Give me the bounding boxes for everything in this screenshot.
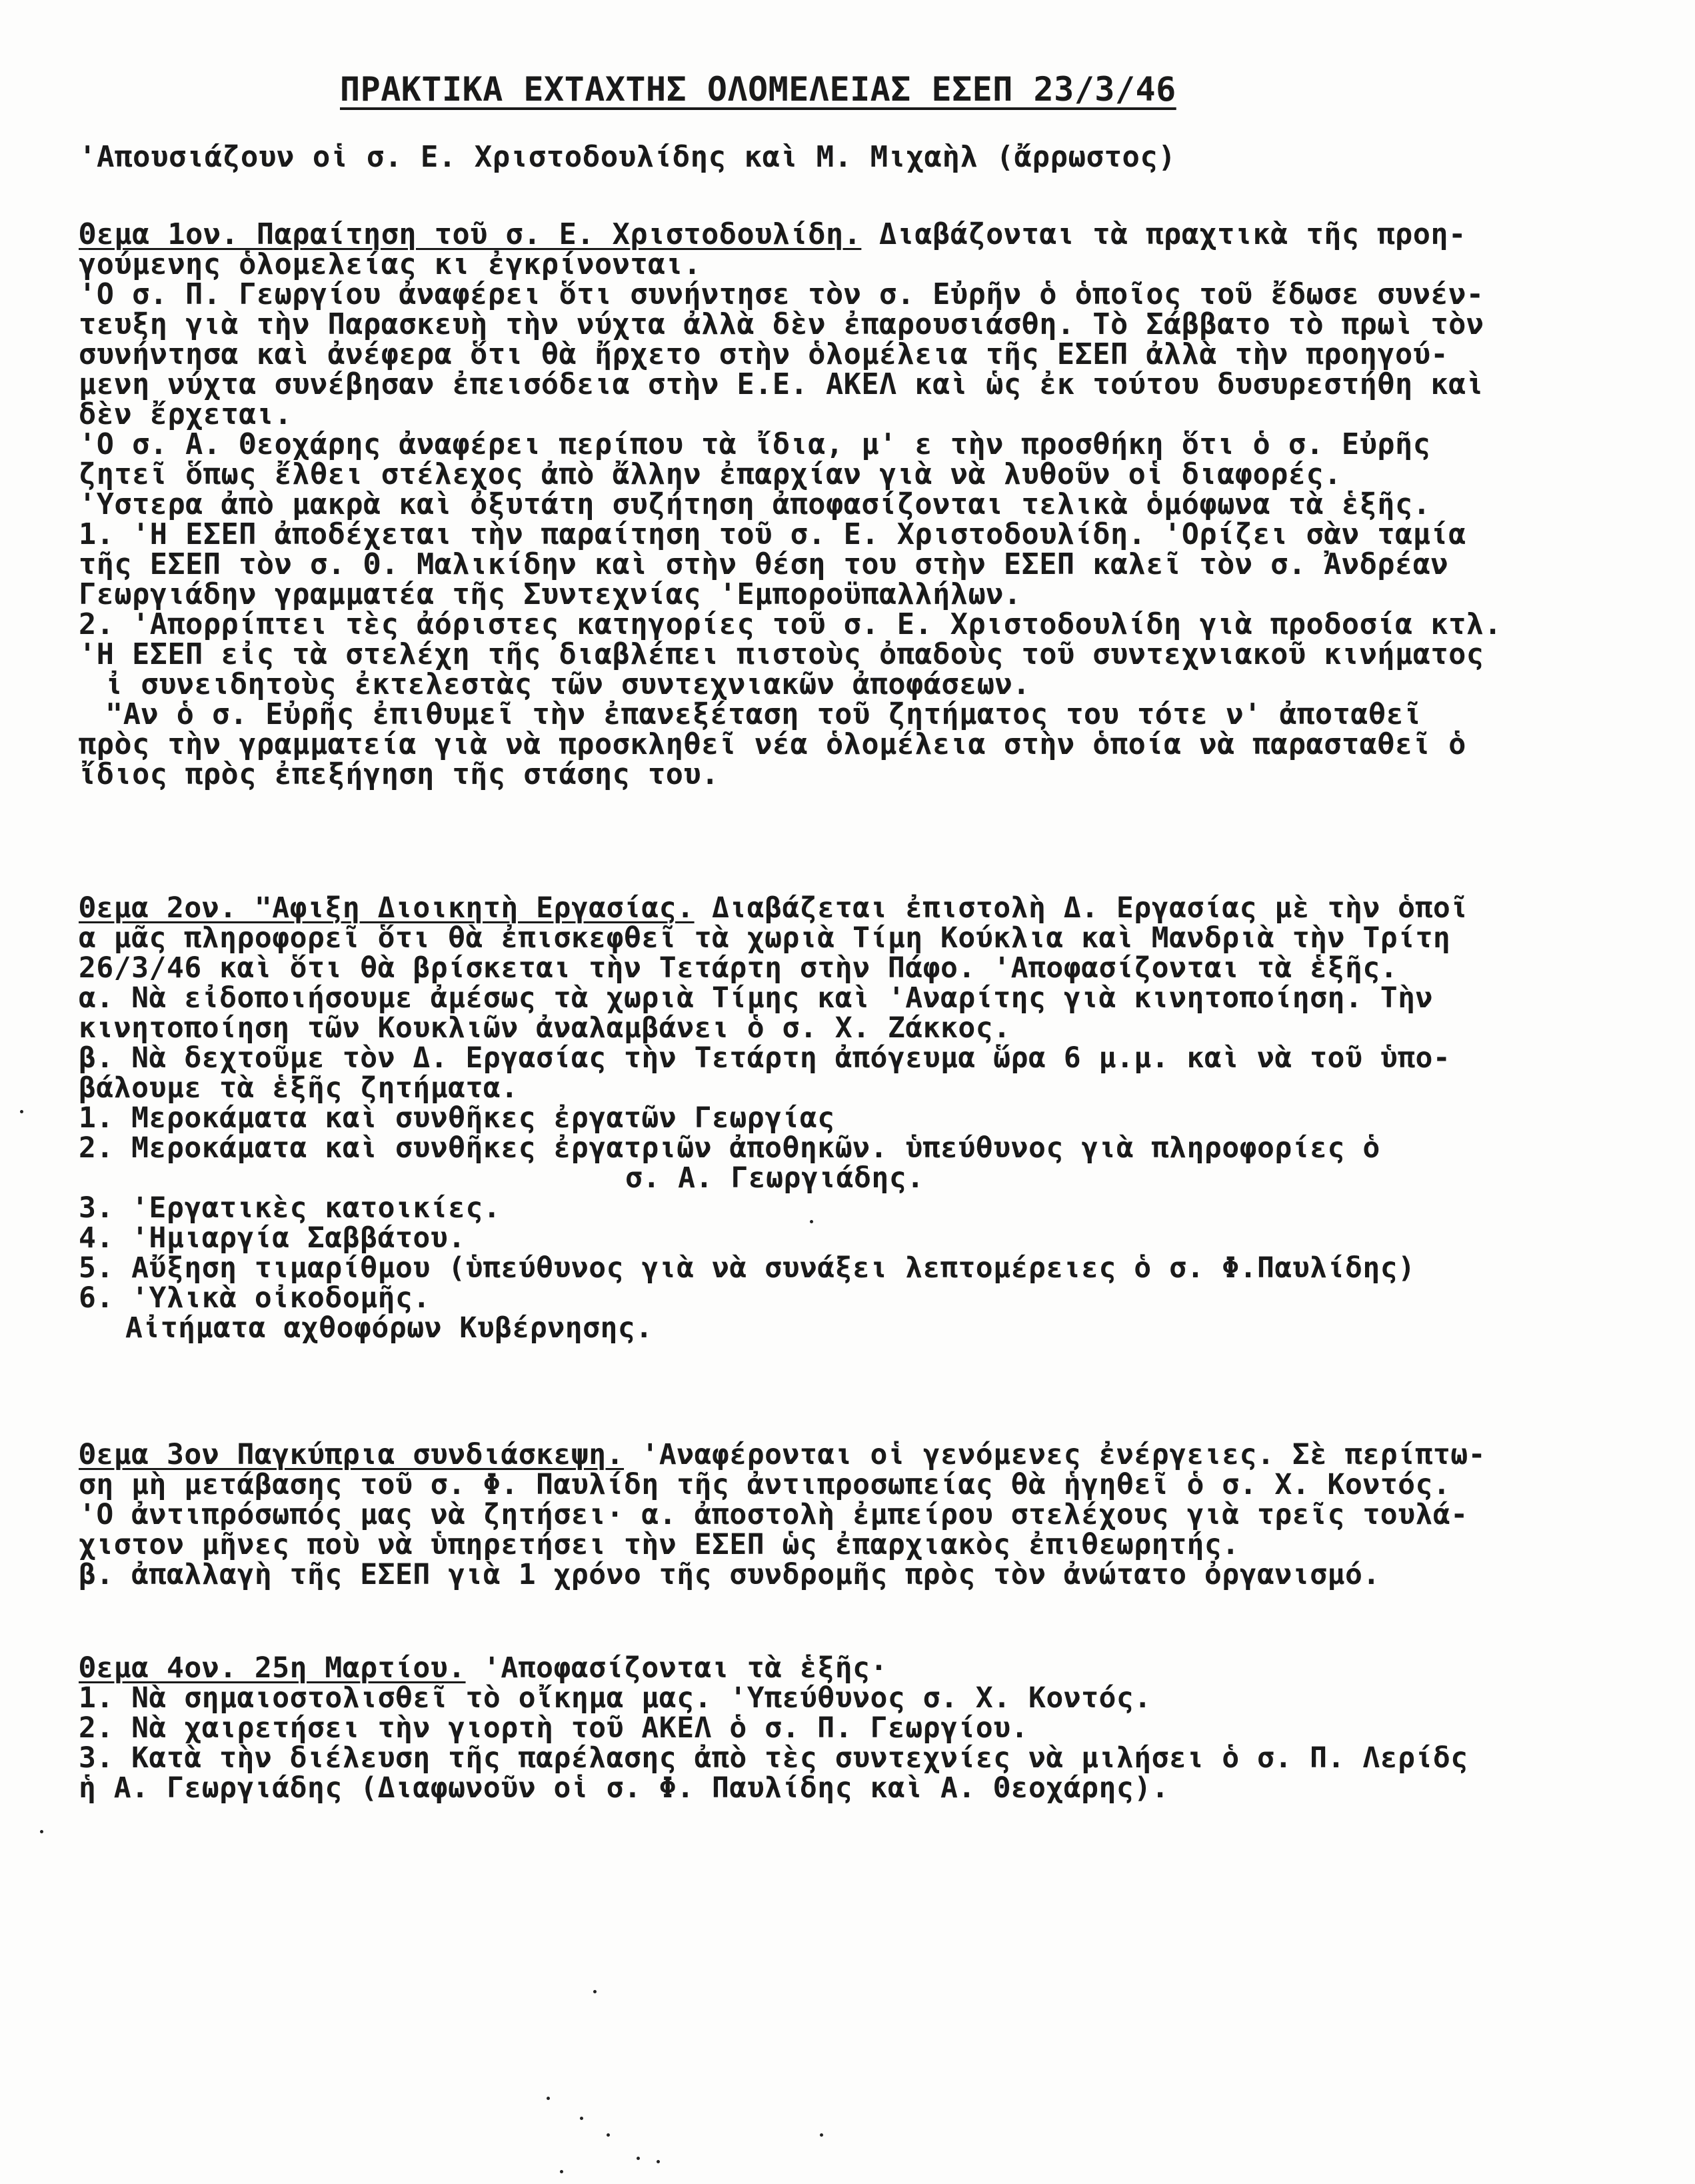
section-2 xyxy=(79,893,1645,1343)
scan-speck xyxy=(580,2117,583,2120)
section-4-heading: Θεμα 4ον. 25η Μαρτίου. xyxy=(79,1651,466,1685)
section-1-line: Γεωργιάδην γραμματέα τῆς Συντεχνίας 'Εμποροϋπαλλήλων. xyxy=(79,578,1022,611)
section-1-line: "Αν ὁ σ. Εὐρῆς ἐπιθυμεῖ τὴν ἐπανεξέταση τοῦ ζητήματος του τότε ν' ἀποταθεῖ xyxy=(105,698,1422,731)
section-1-line: 'Η ΕΣΕΠ εἰς τὰ στελέχη τῆς διαβλέπει πιστοὺς ὀπαδοὺς τοῦ συντεχνιακοῦ κινήματος xyxy=(79,638,1484,671)
section-1-line: Διαβάζονται τὰ πραχτικὰ τῆς προη- xyxy=(861,218,1466,251)
section-3-line: β. ἀπαλλαγὴ τῆς ΕΣΕΠ γιὰ 1 χρόνο τῆς συνδρομῆς πρὸς τὸν ἀνώτατο ὀργανισμό. xyxy=(79,1558,1380,1591)
scan-speck xyxy=(560,2170,563,2173)
section-2-line: 26/3/46 καὶ ὅτι θὰ βρίσκεται τὴν Τετάρτη στὴν Πάφο. 'Αποφασίζονται τὰ ἑξῆς. xyxy=(79,951,1398,985)
section-1-heading: Θεμα 1ον. Παραίτηση τοῦ σ. Ε. Χριστοδουλίδη. xyxy=(79,218,862,251)
scan-speck xyxy=(593,1990,597,1993)
section-1-line: δὲν ἔρχεται. xyxy=(79,398,293,431)
section-2-list-item: 4. 'Ημιαργία Σαββάτου. xyxy=(79,1221,466,1255)
section-1-line: 1. 'Η ΕΣΕΠ ἀποδέχεται τὴν παραίτηση τοῦ σ. Ε. Χριστοδουλίδη. 'Ορίζει σὰν ταμία xyxy=(79,518,1466,551)
section-2-line: Διαβάζεται ἐπιστολὴ Δ. Εργασίας μὲ τὴν ὁποῖ xyxy=(694,891,1468,925)
section-1-line: μενη νύχτα συνέβησαν ἐπεισόδεια στὴν Ε.Ε. ΑΚΕΛ καὶ ὡς ἐκ τούτου δυσυρεστήθη καὶ xyxy=(79,368,1484,401)
section-2-line: β. Νὰ δεχτοῦμε τὸν Δ. Εργασίας τὴν Τετάρτη ἀπόγευμα ὥρα 6 μ.μ. καὶ νὰ τοῦ ὑπο- xyxy=(79,1041,1451,1075)
section-4-line: 3. Κατὰ τὴν διέλευση τῆς παρέλασης ἀπὸ τὲς συντεχνίες νὰ μιλήσει ὁ σ. Π. Λερίδς xyxy=(79,1741,1468,1775)
section-2-line: α μᾶς πληροφορεῖ ὅτι θὰ ἐπισκεφθεῖ τὰ χωριὰ Τίμη Κούκλια καὶ Μανδριὰ τὴν Τρίτη xyxy=(79,921,1451,955)
section-1-line: γούμενης ὁλομελείας κι ἐγκρίνονται. xyxy=(79,248,702,281)
section-1-line: τῆς ΕΣΕΠ τὸν σ. Θ. Μαλικίδην καὶ στὴν θέση του στὴν ΕΣΕΠ καλεῖ τὸν σ. Ἀνδρέαν xyxy=(79,548,1449,581)
section-3-line: 'Ο ἀντιπρόσωπός μας νὰ ζητήσει· α. ἀποστολὴ ἐμπείρου στελέχους γιὰ τρεῖς τουλά- xyxy=(79,1498,1468,1531)
section-3-line: 'Αναφέρονται οἱ γενόμενες ἐνέργειες. Σὲ περίπτω- xyxy=(624,1438,1486,1471)
section-1-line: 2. 'Απορρίπτει τὲς ἀόριστες κατηγορίες τοῦ σ. Ε. Χριστοδουλίδη γιὰ προδοσία κτλ. xyxy=(79,608,1502,641)
section-2-line: α. Νὰ εἰδοποιήσουμε ἀμέσως τὰ χωριὰ Τίμης καὶ 'Αναρίτης γιὰ κινητοποίηση. Τὴν xyxy=(79,981,1433,1015)
section-2-list-item: 6. 'Υλικὰ οἰκοδομῆς. xyxy=(79,1281,431,1315)
section-1-line: ἴδιος πρὸς ἐπεξήγηση τῆς στάσης του. xyxy=(79,758,719,791)
scan-speck xyxy=(820,2133,823,2137)
section-3 xyxy=(79,1440,1645,1590)
section-2-line: 2. Μεροκάματα καὶ συνθῆκες ἐργατριῶν ἀποθηκῶν. ὑπεύθυνος γιὰ πληροφορίες ὁ xyxy=(79,1131,1380,1165)
section-1-line: πρὸς τὴν γραμματεία γιὰ νὰ προσκληθεῖ νέα ὁλομέλεια στὴν ὁποία νὰ παρασταθεῖ ὁ xyxy=(79,728,1466,761)
scan-speck xyxy=(810,1220,813,1223)
section-1-line: τευξη γιὰ τὴν Παρασκευὴ τὴν νύχτα ἀλλὰ δὲν ἐπαρουσιάσθη. Τὸ Σάββατο τὸ πρωὶ τὸν xyxy=(79,308,1484,341)
section-4 xyxy=(79,1653,1645,1803)
absent-members-line: 'Απουσιάζουν οἱ σ. Ε. Χριστοδουλίδης καὶ Μ. Μιχαὴλ (ἄρρωστος) xyxy=(79,140,1176,174)
section-2-centered-line: σ. Α. Γεωργιάδης. xyxy=(625,1161,924,1195)
section-3-line: ση μὴ μετάβασης τοῦ σ. Φ. Παυλίδη τῆς ἀντιπροσωπείας θὰ ἡγηθεῖ ὁ σ. Χ. Κοντός. xyxy=(79,1468,1451,1501)
section-2-list-item: 3. 'Εργατικὲς κατοικίες. xyxy=(79,1191,501,1225)
scan-speck xyxy=(607,2133,610,2137)
section-3-heading: Θεμα 3ον Παγκύπρια συνδιάσκεψη. xyxy=(79,1438,625,1471)
section-3-line: χιστον μῆνες ποὺ νὰ ὑπηρετήσει τὴν ΕΣΕΠ ὡς ἐπαρχιακὸς ἐπιθεωρητής. xyxy=(79,1528,1240,1561)
section-1-line: συνήντησα καὶ ἀνέφερα ὅτι θὰ ἤρχετο στὴν ὁλομέλεια τῆς ΕΣΕΠ ἀλλὰ τὴν προηγού- xyxy=(79,338,1449,371)
section-1 xyxy=(79,220,1645,790)
section-1-line: ζητεῖ ὅπως ἔλθει στέλεχος ἀπὸ ἄλλην ἐπαρχίαν γιὰ νὰ λυθοῦν οἱ διαφορές. xyxy=(79,458,1342,491)
scan-speck xyxy=(20,1110,23,1113)
scan-speck xyxy=(657,2160,660,2163)
section-2-last-line: Αἰτήματα αχθοφόρων Κυβέρνησης. xyxy=(125,1311,653,1345)
section-2-line: 1. Μεροκάματα καὶ συνθῆκες ἐργατῶν Γεωργίας xyxy=(79,1101,835,1135)
scan-speck xyxy=(40,1830,43,1833)
scan-speck xyxy=(547,2097,550,2100)
section-2-line: κινητοποίηση τῶν Κουκλιῶν ἀναλαμβάνει ὁ σ. Χ. Ζάκκος. xyxy=(79,1011,1011,1045)
section-2-list-item: 5. Αὔξηση τιμαρίθμου (ὑπεύθυνος γιὰ νὰ συνάξει λεπτομέρειες ὁ σ. Φ.Παυλίδης) xyxy=(79,1251,1416,1285)
section-4-line: ἡ Α. Γεωργιάδης (Διαφωνοῦν οἱ σ. Φ. Παυλίδης καὶ Α. Θεοχάρης). xyxy=(79,1771,1170,1805)
section-1-line: 'Ο σ. Π. Γεωργίου ἀναφέρει ὅτι συνήντησε τὸν σ. Εὐρῆν ὁ ὁποῖος τοῦ ἔδωσε συνέν- xyxy=(79,278,1484,311)
section-1-line: ἰ συνειδητοὺς ἐκτελεστὰς τῶν συντεχνιακῶν ἀποφάσεων. xyxy=(105,668,1030,701)
section-2-heading: Θεμα 2ον. "Αφιξη Διοικητὴ Εργασίας. xyxy=(79,891,695,925)
scan-speck xyxy=(637,2157,640,2160)
document-title: ΠΡΑΚΤΙΚΑ ΕΧΤΑΧΤΗΣ ΟΛΟΜΕΛΕΙΑΣ ΕΣΕΠ 23/3/46 xyxy=(340,70,1176,109)
section-4-line: 'Αποφασίζονται τὰ ἑξῆς· xyxy=(465,1651,888,1685)
section-4-line: 1. Νὰ σημαιοστολισθεῖ τὸ οἴκημα μας. 'Υπεύθυνος σ. Χ. Κοντός. xyxy=(79,1681,1152,1715)
section-4-line: 2. Νὰ χαιρετήσει τὴν γιορτὴ τοῦ ΑΚΕΛ ὁ σ. Π. Γεωργίου. xyxy=(79,1711,1028,1745)
section-2-line: βάλουμε τὰ ἑξῆς ζητήματα. xyxy=(79,1071,519,1105)
section-1-line: 'Υστερα ἀπὸ μακρὰ καὶ ὀξυτάτη συζήτηση ἀποφασίζονται τελικὰ ὁμόφωνα τὰ ἑξῆς. xyxy=(79,488,1431,521)
section-1-line: 'Ο σ. Α. Θεοχάρης ἀναφέρει περίπου τὰ ἴδια, μ' ε τὴν προσθήκη ὅτι ὁ σ. Εὐρῆς xyxy=(79,428,1431,461)
